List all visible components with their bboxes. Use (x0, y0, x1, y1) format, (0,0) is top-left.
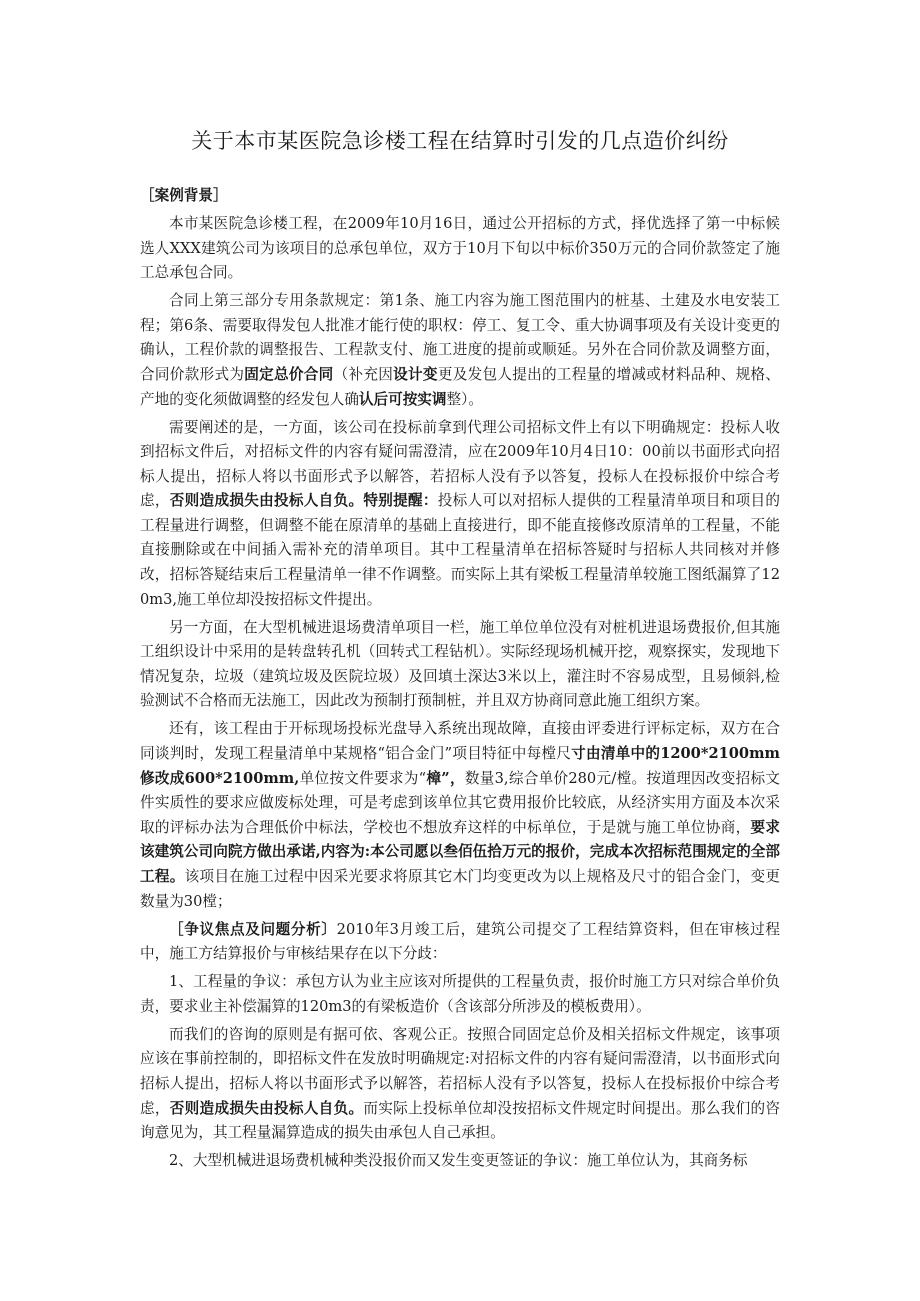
section-heading-dispute: ［争议焦点及问题分析〕 (169, 920, 337, 938)
paragraph-5: 还有，该工程由于开标现场投标光盘导入系统出现故障，直接由评委进行评标定标，双方在合同谈判时，发现工程量清单中某规格“铝合金门”项目特征中每樘尺寸由清单中的1200*2100mm修改成600*2100mm,单位按文件要求为“樟”，数量3,综合单价280元/樘。按道理因改变招标文件实质性的要求应做废标处理，可是考虑到该单位其它费用报价比较底，从经济实用方面及本次采取的评标办法为合理低价中标法，学校也不想放弃这样的中标单位，于是就与施工单位协商，要求该建筑公司向院方做出承诺,内容为:本公司愿以叁佰伍拾万元的报价，完成本次招标范围规定的全部工程。该项目在施工过程中因采光要求将原其它木门均变更改为以上规格及尺寸的铝合金门，变更数量为30樘； (140, 720, 780, 910)
paragraph-2: 合同上第三部分专用条款规定：第1条、施工内容为施工图范围内的桩基、土建及水电安装工程；第6条、需要取得发包人批准才能行使的职权：停工、复工令、重大协调事项及有关设计变更的确认，工程价款的调整报告、工程款支付、施工进度的提前或顺延。另外在合同价款及调整方面，合同价款形式为固定总价合同（补充因设计变更及发包人提出的工程量的增减或材料品种、规格、产地的变化须做调整的经发包人确认后可按实调整）。 (140, 292, 780, 408)
document-body (140, 184, 780, 1177)
paragraph-4: 另一方面，在大型机械进退场费清单项目一栏，施工单位单位没有对桩机进退场费报价,但其施工组织设计中采用的是转盘转孔机（回转式工程钻机）。实际经现场机械开挖，观察探实，发现地下情况复杂，垃圾（建筑垃圾及医院垃圾）及回填土深达3米以上，灌注时不容易成型，且易倾斜,检验测试不合格而无法施工，因此改为预制打预制桩，并且双方协商同意此施工组织方案。 (140, 618, 780, 710)
paragraph-8: 而我们的咨询的原则是有据可依、客观公正。按照合同固定总价及相关招标文件规定，该事项应该在事前控制的，即招标文件在发放时明确规定:对招标文件的内容有疑问需澄清，以书面形式向招标人提出，招标人将以书面形式予以解答，若招标人没有予以答复，投标人在投标报价中综合考虑，否则造成损失由投标人自负。而实际上投标单位却没按招标文件规定时间提出。那么我们的咨询意见为，其工程量漏算造成的损失由承包人自己承担。 (140, 1025, 780, 1142)
section-heading-background: ［案例背景］ (140, 187, 228, 204)
paragraph-9: 2、大型机械进退场费机械种类没报价而又发生变更签证的争议：施工单位认为，其商务标 (169, 1152, 748, 1170)
paragraph-1: 本市某医院急诊楼工程，在2009年10月16日，通过公开招标的方式，择优选择了第一中标候选人XXX建筑公司为该项目的总承包单位，双方于10月下旬以中标价350万元的合同价款签定了施工总承包合同。 (140, 214, 780, 282)
document-title: 关于本市某医院急诊楼工程在结算时引发的几点造价纠纷 (191, 129, 729, 153)
paragraph-6: ［争议焦点及问题分析〕2010年3月竣工后，建筑公司提交了工程结算资料，但在审核过程中，施工方结算报价与审核结果存在以下分歧： (140, 920, 780, 963)
paragraph-3: 需要阐述的是，一方面，该公司在投标前拿到代理公司招标文件上有以下明确规定：投标人收到招标文件后，对招标文件的内容有疑问需澄清，应在2009年10月4日10：00前以书面形式向招标人提出，招标人将以书面形式予以解答，若招标人没有予以答复，投标人在投标报价中综合考虑，否则造成损失由投标人自负。特别提醒：投标人可以对招标人提供的工程量清单项目和项目的工程量进行调整，但调整不能在原清单的基础上直接进行，即不能直接修改原清单的工程量，不能直接删除或在中间插入需补充的清单项目。其中工程量清单在招标答疑时与招标人共同核对并修改，招标答疑结束后工程量清单一律不作调整。而实际上其有梁板工程量清单较施工图纸漏算了120m3,施工单位却没按招标文件提出。 (140, 418, 780, 608)
paragraph-7: 1、工程量的争议：承包方认为业主应该对所提供的工程量负责，报价时施工方只对综合单价负责，要求业主补偿漏算的120m3的有梁板造价（含该部分所涉及的模板费用）。 (140, 973, 780, 1015)
